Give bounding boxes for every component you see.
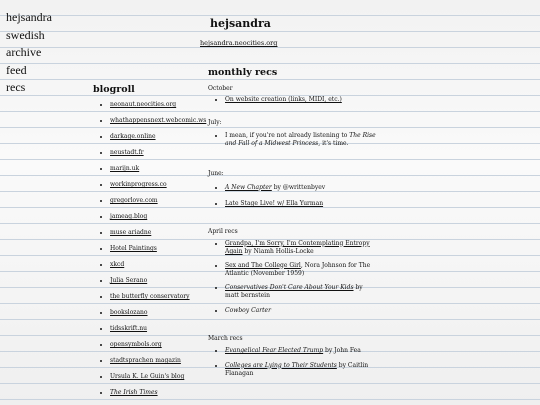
- rec-list: [208, 96, 378, 105]
- blogroll-item: [110, 161, 220, 177]
- blogroll-item: [110, 145, 220, 161]
- rec-text: by John Fea: [323, 347, 361, 354]
- nav-link-swedish[interactable]: swedish: [6, 27, 45, 42]
- nav-link-feed[interactable]: feed: [6, 62, 27, 77]
- blogroll-link[interactable]: neustadt.fr: [110, 149, 144, 156]
- month-label: April recs: [208, 227, 238, 235]
- rec-item: [225, 347, 378, 356]
- blogroll-link[interactable]: whathappensnext.webcomic.ws: [110, 117, 207, 124]
- rec-list: [208, 240, 378, 316]
- rec-item: [225, 262, 378, 279]
- rec-text: , Nora Johnson for The Atlantic (November 1959): [225, 261, 371, 277]
- blogroll-link[interactable]: workinprogress.co: [110, 181, 167, 188]
- blogroll-link[interactable]: stadtsprachen magazin: [110, 357, 181, 364]
- rec-item: [225, 284, 378, 301]
- blogroll-link[interactable]: Hotel Paintings: [110, 245, 157, 252]
- blogroll-item: [110, 177, 220, 193]
- rec-link[interactable]: A New Chapter: [225, 183, 272, 191]
- blogroll-item: [110, 257, 220, 273]
- blogroll-item: [110, 209, 220, 225]
- rec-link[interactable]: Colleges are Lying to Their Students: [225, 361, 337, 369]
- site-nav: [6, 9, 52, 97]
- rec-item: [225, 132, 378, 149]
- nav-link-archive[interactable]: archive: [6, 45, 42, 59]
- blogroll-link[interactable]: xkcd: [110, 261, 125, 268]
- blogroll-link[interactable]: darkage.online: [110, 133, 156, 140]
- rec-text: by Niamh Hollis-Locke: [242, 248, 314, 255]
- blogroll-item: [110, 289, 220, 305]
- rec-list: [208, 347, 378, 379]
- blogroll-item: [110, 225, 220, 241]
- rec-link[interactable]: On website creation (links, MIDI, etc.): [225, 96, 342, 103]
- rec-link[interactable]: Grandpa, I'm Sorry, I'm Contemplating Entropy Again: [225, 239, 370, 255]
- blogroll-link[interactable]: jameag.blog: [110, 213, 148, 220]
- blogroll-heading: blogroll: [93, 84, 135, 95]
- blogroll-item: [110, 369, 220, 385]
- blogroll-link[interactable]: The Irish Times: [110, 389, 158, 396]
- rec-item: [225, 307, 378, 316]
- blogroll-list: [100, 97, 220, 401]
- month-label: June:: [208, 169, 224, 177]
- blogroll-item: [110, 353, 220, 369]
- blogroll-item: [110, 305, 220, 321]
- rec-text: , it's time.: [318, 140, 349, 147]
- blogroll-item: [110, 337, 220, 353]
- blogroll-link[interactable]: tidsskrift.nu: [110, 325, 148, 332]
- blogroll-item: [110, 241, 220, 257]
- blogroll-link[interactable]: marijn.uk: [110, 165, 140, 172]
- rec-link[interactable]: Late Stage Live! w/ Ella Yurman: [225, 200, 324, 207]
- blogroll-item: [110, 113, 220, 129]
- rec-link[interactable]: Evangelical Fear Elected Trump: [225, 347, 324, 354]
- blogroll-link[interactable]: Ursula K. Le Guin's blog: [110, 373, 185, 380]
- month-label: March recs: [208, 335, 243, 342]
- blogroll-link[interactable]: the butterfly conservatory: [110, 293, 190, 300]
- rec-item: [225, 96, 378, 105]
- rec-item: [225, 240, 378, 257]
- blogroll-item: [110, 193, 220, 209]
- blogroll-link[interactable]: opensymbols.org: [110, 341, 162, 348]
- blogroll-item: [110, 273, 220, 289]
- month-label: July:: [208, 118, 222, 126]
- blogroll-link[interactable]: muse ariadne: [110, 229, 152, 236]
- site-url-link[interactable]: hejsandra.neocities.org: [200, 39, 278, 47]
- rec-item: [225, 184, 378, 193]
- blogroll-link[interactable]: gregorlove.com: [110, 197, 158, 204]
- rec-list: [208, 184, 378, 209]
- rec-text: by matt bernstein: [225, 283, 363, 299]
- blogroll-link[interactable]: Julia Serano: [110, 277, 148, 284]
- rec-text: I mean, if you're not already listening to: [225, 131, 350, 139]
- rec-item: [225, 362, 378, 379]
- blogroll-link[interactable]: bookslozano: [110, 309, 148, 316]
- blogroll-link[interactable]: neonaut.neocities.org: [110, 101, 177, 108]
- rec-text: by @writtenbyev: [271, 183, 326, 191]
- rec-title: The Rise and Fall of a Midwest Princess: [225, 131, 376, 147]
- rec-text: by Caitlin Flanagan: [225, 361, 369, 377]
- month-label: October: [208, 85, 233, 92]
- rec-item: [225, 200, 378, 209]
- nav-link-recs[interactable]: recs: [6, 80, 26, 94]
- blogroll-item: [110, 321, 220, 337]
- rec-title: Cowboy Carter: [225, 306, 271, 314]
- monthly-recs: [208, 84, 378, 379]
- blogroll-item: [110, 97, 220, 113]
- rec-link[interactable]: Conservatives Don't Care About Your Kids: [225, 283, 354, 291]
- rec-link[interactable]: Sex and The College Girl: [225, 261, 301, 269]
- site-title: hejsandra: [210, 17, 271, 30]
- rec-list: [208, 132, 378, 149]
- blogroll-item: [110, 129, 220, 145]
- nav-link-home[interactable]: hejsandra: [6, 10, 52, 24]
- blogroll-item: [110, 385, 220, 401]
- monthly-recs-heading: monthly recs: [208, 67, 278, 78]
